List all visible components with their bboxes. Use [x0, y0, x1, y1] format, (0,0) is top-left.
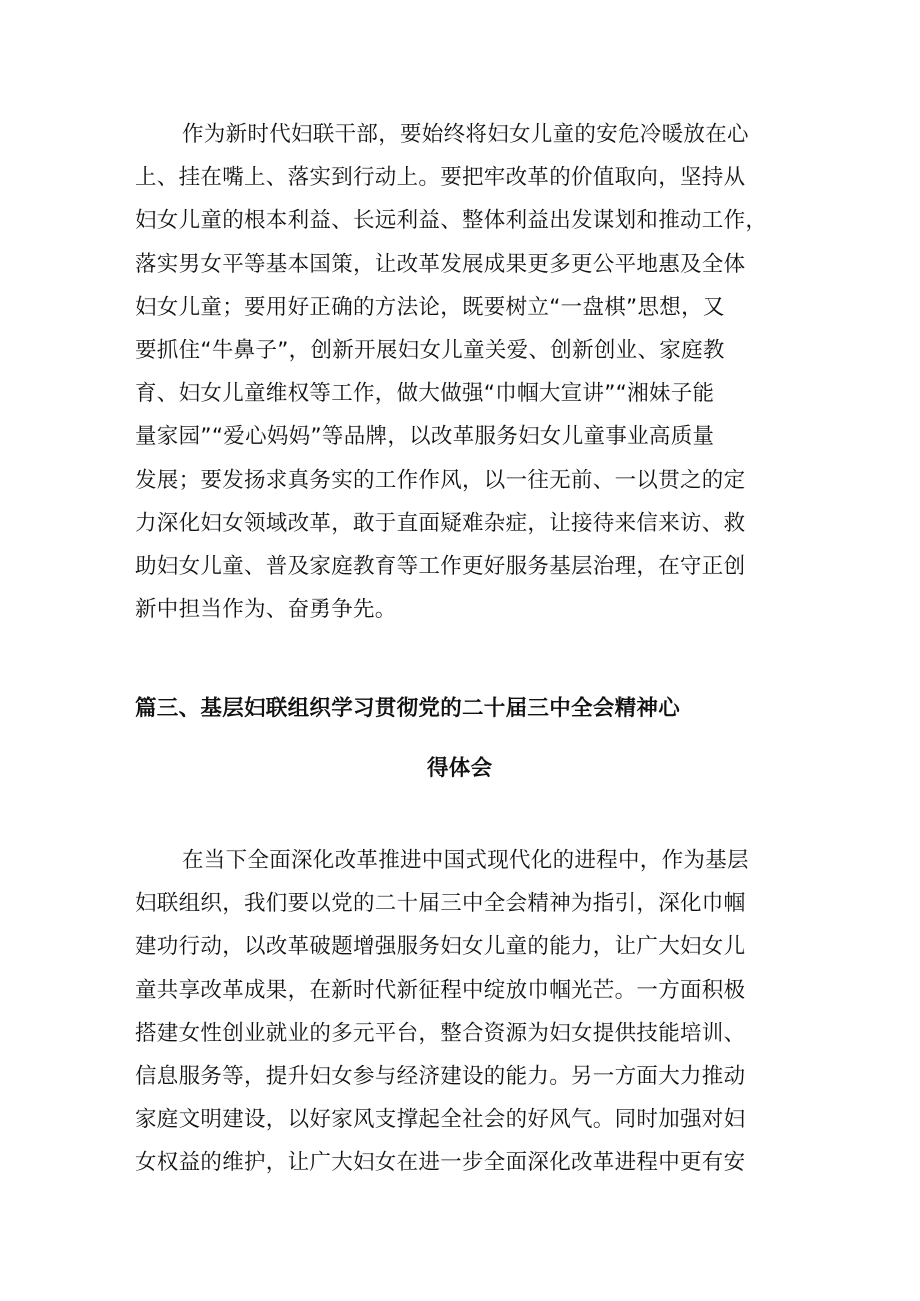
section-heading-continuation: 得体会 [427, 756, 493, 781]
text-line: 妇联组织，我们要以党的二十届三中全会精神为指引，深化巾帼 [135, 891, 746, 917]
text-line: 家庭文明建设，以好家风支撑起全社会的好风气。同时加强对妇 [135, 1107, 746, 1133]
text-line: 助妇女儿童、普及家庭教育等工作更好服务基层治理，在守正创 [135, 553, 746, 579]
text-line: 量家园”“爱心妈妈”等品牌，以改革服务妇女儿童事业高质量 [135, 424, 715, 450]
text-line: 女权益的维护，让广大妇女在进一步全面深化改革进程中更有安 [135, 1150, 746, 1176]
text-line: 作为新时代妇联干部，要始终将妇女儿童的安危冷暖放在心 [182, 122, 749, 147]
body-paragraph-2 [135, 839, 785, 1185]
text-line: 发展；要发扬求真务实的工作作风，以一往无前、一以贯之的定 [135, 467, 746, 493]
text-line: 妇女儿童的根本利益、长远利益、整体利益出发谋划和推动工作， [135, 208, 768, 234]
text-line: 妇女儿童；要用好正确的方法论，既要树立“一盘棋”思想，又 [135, 294, 725, 320]
text-line: 力深化妇女领域改革，敢于直面疑难杂症，让接待来信来访、救 [135, 510, 746, 536]
text-line: 新中担当作为、奋勇争先。 [135, 597, 397, 623]
body-paragraph-1 [135, 113, 785, 631]
text-line: 上、挂在嘴上、落实到行动上。要把牢改革的价值取向，坚持从 [135, 165, 746, 191]
text-line: 信息服务等，提升妇女参与经济建设的能力。另一方面大力推动 [135, 1063, 746, 1089]
text-line: 童共享改革成果，在新时代新征程中绽放巾帼光芒。一方面积极 [135, 977, 746, 1003]
text-line: 育、妇女儿童维权等工作，做大做强“巾帼大宣讲”“湘妹子能 [135, 381, 715, 407]
text-line: 搭建女性创业就业的多元平台，整合资源为妇女提供技能培训、 [135, 1020, 746, 1046]
text-line: 要抓住“牛鼻子”，创新开展妇女儿童关爱、创新创业、家庭教 [135, 337, 725, 363]
text-line: 在当下全面深化改革推进中国式现代化的进程中，作为基层 [182, 848, 749, 873]
text-line: 建功行动，以改革破题增强服务妇女儿童的能力，让广大妇女儿 [135, 934, 746, 960]
section-heading: 篇三、基层妇联组织学习贯彻党的二十届三中全会精神心 [135, 696, 681, 721]
text-line: 落实男女平等基本国策，让改革发展成果更多更公平地惠及全体 [135, 251, 746, 277]
